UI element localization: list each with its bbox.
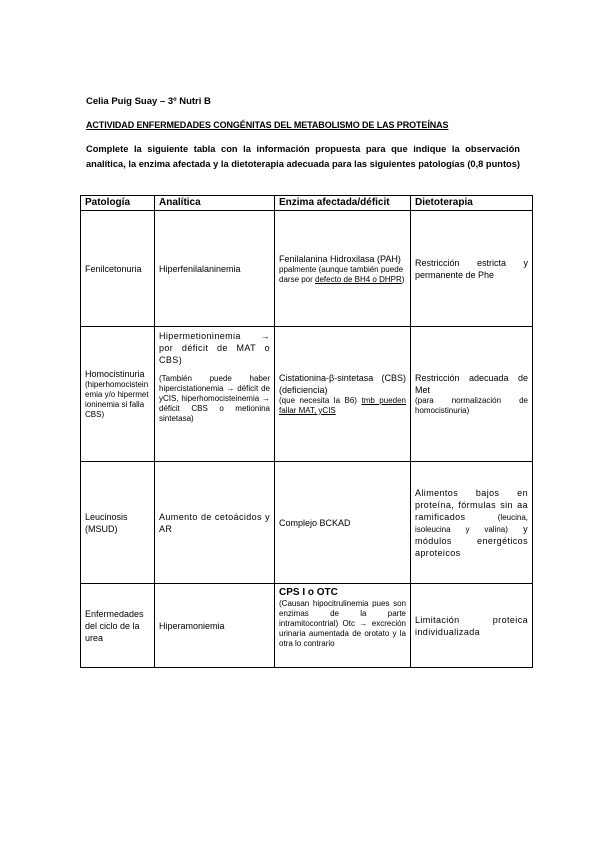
enzyme-cell	[275, 584, 411, 668]
enzyme-cell	[275, 327, 411, 462]
diet-cell	[411, 584, 533, 668]
analytics-text: Aumento de cetoácidos y AR	[159, 511, 270, 534]
pathology-name: Enfermedades del ciclo de la urea	[85, 608, 144, 643]
analytics-cell	[155, 462, 275, 584]
enzyme-cell	[275, 211, 411, 327]
pathology-name: Leucinosis (MSUD)	[85, 511, 128, 534]
table-row	[81, 211, 533, 327]
header-analytics: Analítica	[155, 196, 275, 211]
enzyme-main: Complejo BCKAD	[279, 517, 351, 528]
header-pathology: Patología	[81, 196, 155, 211]
table-row	[81, 584, 533, 668]
diet-note: (para normalización de homocistinuria)	[415, 396, 528, 415]
pathology-cell	[81, 211, 155, 327]
author-line: Celia Puig Suay – 3º Nutri B	[86, 96, 211, 107]
enzyme-note: (Causan hipocitrulinemia pues son enzimas de la parte intramitocontrial) Otc → excreción urinaria aumentada de orotato y la otra lo contrario	[279, 599, 406, 648]
pathology-cell	[81, 462, 155, 584]
pathology-cell	[81, 327, 155, 462]
enzyme-note: (que necesita la B6) tmb pueden fallar MAT, yCIS	[279, 396, 406, 415]
analytics-note: (También puede haber hipercistationemia → déficit de yCIS, hiperhomocisteinemia → déficit CBS o metionina sintetasa)	[159, 374, 270, 423]
analytics-cell	[155, 584, 275, 668]
instructions: Complete la siguiente tabla con la información propuesta para que indique la observación analítica, la enzima afectada y la dietoterapia adecuada para las siguientes patologías (0,8 puntos)	[86, 144, 520, 169]
diet-note: (leucina, isoleucina y valina)	[415, 512, 528, 534]
enzyme-cell	[275, 462, 411, 584]
diet-text: Limitación proteica individualizada	[415, 614, 528, 637]
diet-text: Alimentos bajos en proteína, fórmulas sin aa ramificados	[415, 487, 528, 522]
diet-cell	[411, 462, 533, 584]
diet-text: Restricción adecuada de Met	[415, 373, 528, 395]
analytics-cell	[155, 327, 275, 462]
pathology-name: Fenilcetonuria	[85, 263, 142, 274]
metabolism-table	[80, 195, 533, 668]
analytics-text: Hiperfenilalaninemia	[159, 263, 241, 274]
diet-text-end: y módulos energéticos aproteicos	[415, 523, 528, 558]
analytics-text: Hipermetioninemia → por déficit de MAT o CBS)	[159, 331, 270, 365]
pathology-note: (hiperhomocisteinemia y/o hipermetioninemia si falla CBS)	[85, 380, 149, 419]
pathology-cell	[81, 584, 155, 668]
analytics-text: Hiperamoniemia	[159, 620, 225, 631]
table-row	[81, 462, 533, 584]
enzyme-title: CPS I o OTC	[279, 587, 338, 598]
table-row	[81, 327, 533, 462]
enzyme-main: Cistationina-β-sintetasa (CBS) (deficiencia)	[279, 373, 406, 395]
diet-cell	[411, 327, 533, 462]
table-header-row	[81, 196, 533, 211]
diet-text: Restricción estricta y permanente de Phe	[415, 257, 528, 280]
pathology-name: Homocistinuria	[85, 369, 145, 379]
header-diet: Dietoterapia	[411, 196, 533, 211]
analytics-cell	[155, 211, 275, 327]
enzyme-note: ppalmente (aunque también puede darse por defecto de BH4 o DHPR)	[279, 264, 405, 284]
enzyme-main: Fenilalanina Hidroxilasa (PAH)	[279, 253, 401, 264]
activity-title: ACTIVIDAD ENFERMEDADES CONGÉNITAS DEL METABOLISMO DE LAS PROTEÍNAS	[86, 120, 449, 130]
diet-cell	[411, 211, 533, 327]
header-enzyme: Enzima afectada/déficit	[275, 196, 411, 211]
